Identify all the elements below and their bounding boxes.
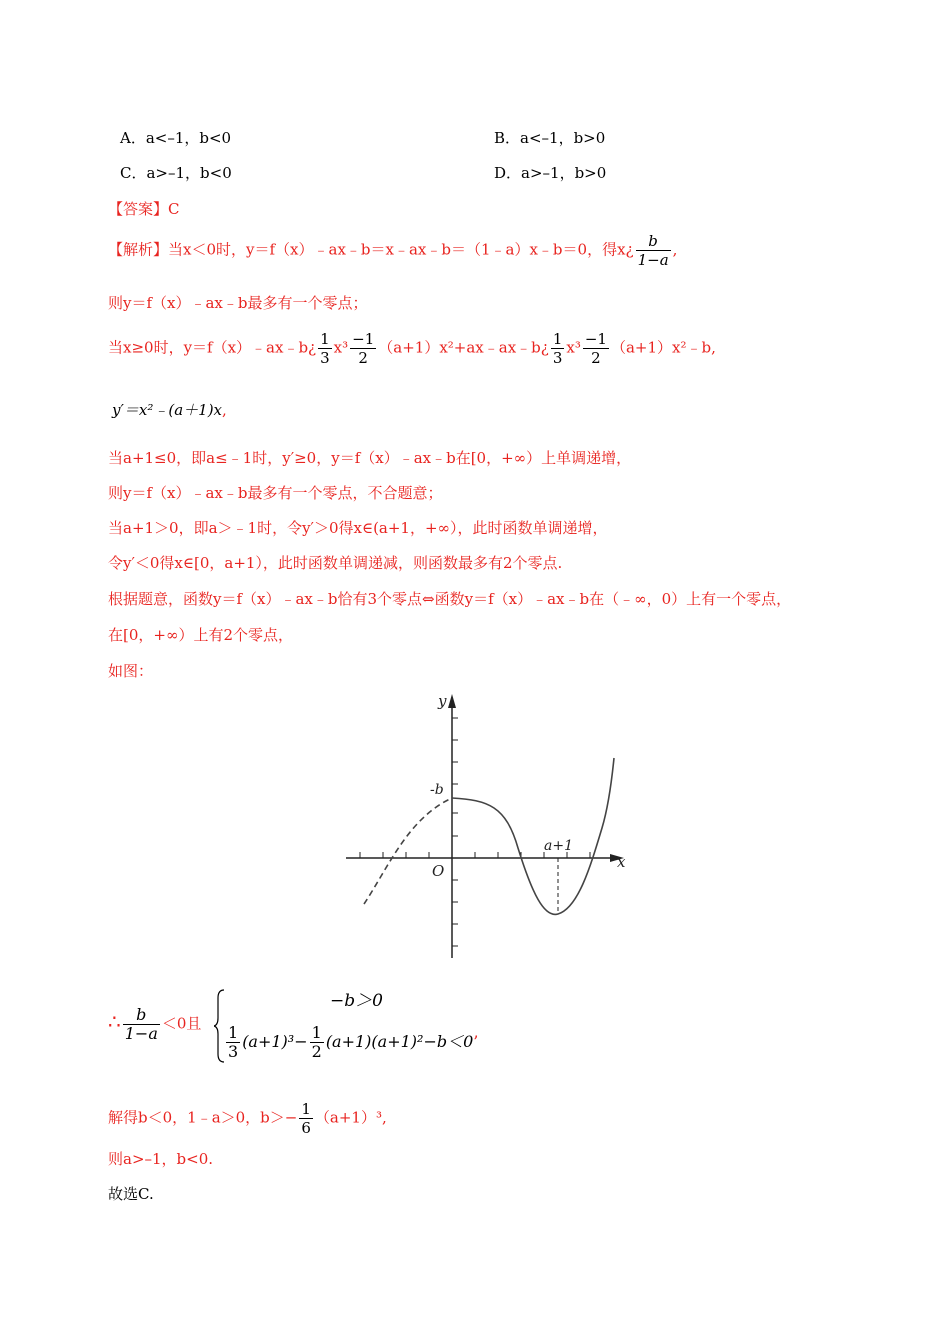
analysis-line-9: 根据题意，函数y＝f（x）﹣ax﹣b恰有3个零点⇔函数y＝f（x）﹣ax﹣b在（﹣∞，0）上有一个零点， xyxy=(108,590,792,608)
frac-1-3 xyxy=(318,330,332,367)
l3-part-c: （a+1）x²+ax﹣ax﹣b¿ xyxy=(378,338,549,357)
frac-num: −1 xyxy=(584,330,607,348)
frac-den: 3 xyxy=(552,349,563,367)
solid-curve xyxy=(452,758,614,914)
frac-neg1-2-b xyxy=(583,330,609,367)
frac-den: 3 xyxy=(228,1042,239,1061)
frac-neg1-2 xyxy=(350,330,376,367)
analysis-label: 【解析】 xyxy=(108,240,169,259)
option-c: C．a>–1，b<0 xyxy=(120,164,232,182)
sys2-part-b: (a+1)(a+1)²−b＜0 xyxy=(325,1032,474,1051)
therefore-symbol: ∴ xyxy=(108,1009,121,1034)
frac-den: 1−a xyxy=(124,1024,158,1043)
answer-line: 【答案】C xyxy=(108,200,180,218)
solve-line xyxy=(108,1100,387,1137)
analysis-line-11: 如图： xyxy=(108,662,154,680)
option-b: B．a<–1，b>0 xyxy=(494,129,606,147)
frac-num: 1 xyxy=(311,1023,322,1042)
frac-den: 1−a xyxy=(637,251,669,269)
analysis-line-2: 则y＝f（x）﹣ax﹣b最多有一个零点； xyxy=(108,294,368,312)
comma: , xyxy=(222,401,227,419)
sys-end-mark: ’ xyxy=(473,1032,479,1051)
frac-num: 1 xyxy=(301,1100,311,1118)
analysis-line-10: 在[0，+∞）上有2个零点， xyxy=(108,626,294,644)
frac-den: 6 xyxy=(301,1119,311,1137)
system-row-2 xyxy=(224,1024,478,1061)
function-graph xyxy=(338,688,638,968)
x-label: x xyxy=(617,853,626,871)
frac-num: 1 xyxy=(320,330,330,348)
frac-b-1-a xyxy=(123,1006,160,1043)
frac-den: 2 xyxy=(311,1042,322,1061)
l3-part-e: （a+1）x²﹣b, xyxy=(610,338,716,357)
a1-label: a+1 xyxy=(544,838,573,854)
derivative-expr: y′＝x²﹣(a＋1)x xyxy=(112,401,223,419)
l3-part-d: x³ xyxy=(566,338,581,357)
neg-b-label: -b xyxy=(430,782,444,798)
lt0-text: ＜0且 xyxy=(161,1014,202,1033)
solve-part-a: 解得b＜0，1﹣a＞0，b＞− xyxy=(108,1108,298,1127)
dashed-curve-left xyxy=(364,798,452,904)
analysis-l1-text: 当x＜0时，y＝f（x）﹣ax﹣b＝x﹣ax﹣b＝（1﹣a）x﹣b＝0，得x¿ xyxy=(168,240,634,259)
system-row-1: −b＞0 xyxy=(330,991,383,1011)
analysis-line-3 xyxy=(108,330,716,367)
frac-num: −1 xyxy=(352,330,375,348)
choose-line: 故选C. xyxy=(108,1185,154,1203)
frac-b-over-1-minus-a xyxy=(636,232,671,269)
y-ticks xyxy=(452,718,458,946)
analysis-line-8: 令y′＜0得x∈[0，a+1），此时函数单调递减，则函数最多有2个零点. xyxy=(108,554,563,572)
frac-den: 2 xyxy=(358,349,368,367)
frac-num: 1 xyxy=(228,1023,239,1042)
analysis-line-6: 则y＝f（x）﹣ax﹣b最多有一个零点，不合题意； xyxy=(108,484,443,502)
frac-den: 3 xyxy=(320,349,330,367)
frac-1-3-sys xyxy=(226,1024,240,1061)
frac-1-6 xyxy=(299,1100,313,1137)
frac-1-3-b xyxy=(551,330,565,367)
then-line: 则a>–1，b<0. xyxy=(108,1150,214,1168)
analysis-line-7: 当a+1＞0，即a＞﹣1时，令y′＞0得x∈(a+1，+∞），此时函数单调递增， xyxy=(108,519,608,537)
option-d: D．a>–1，b>0 xyxy=(494,164,607,182)
l3-part-b: x³ xyxy=(333,338,349,357)
derivative-line xyxy=(112,400,227,420)
analysis-line-1 xyxy=(108,232,677,269)
origin-label: O xyxy=(432,862,445,880)
sys2-part-a: (a+1)³− xyxy=(242,1032,308,1051)
y-label: y xyxy=(438,692,447,710)
frac-num: 1 xyxy=(552,330,563,348)
therefore-line xyxy=(108,1006,201,1043)
y-axis-arrow xyxy=(448,694,456,708)
option-a: A．a<–1，b<0 xyxy=(120,129,232,147)
analysis-line-5: 当a+1≤0，即a≤﹣1时，y′≥0，y＝f（x）﹣ax﹣b在[0，+∞）上单调递增， xyxy=(108,449,632,467)
frac-1-2-sys xyxy=(310,1024,324,1061)
frac-den: 2 xyxy=(591,349,601,367)
frac-num: b xyxy=(636,232,671,251)
solve-part-b: （a+1）³, xyxy=(314,1108,387,1127)
frac-num: b xyxy=(123,1006,160,1025)
l3-part-a: 当x≥0时，y＝f（x）﹣ax﹣b¿ xyxy=(108,338,317,357)
comma: , xyxy=(672,240,678,259)
